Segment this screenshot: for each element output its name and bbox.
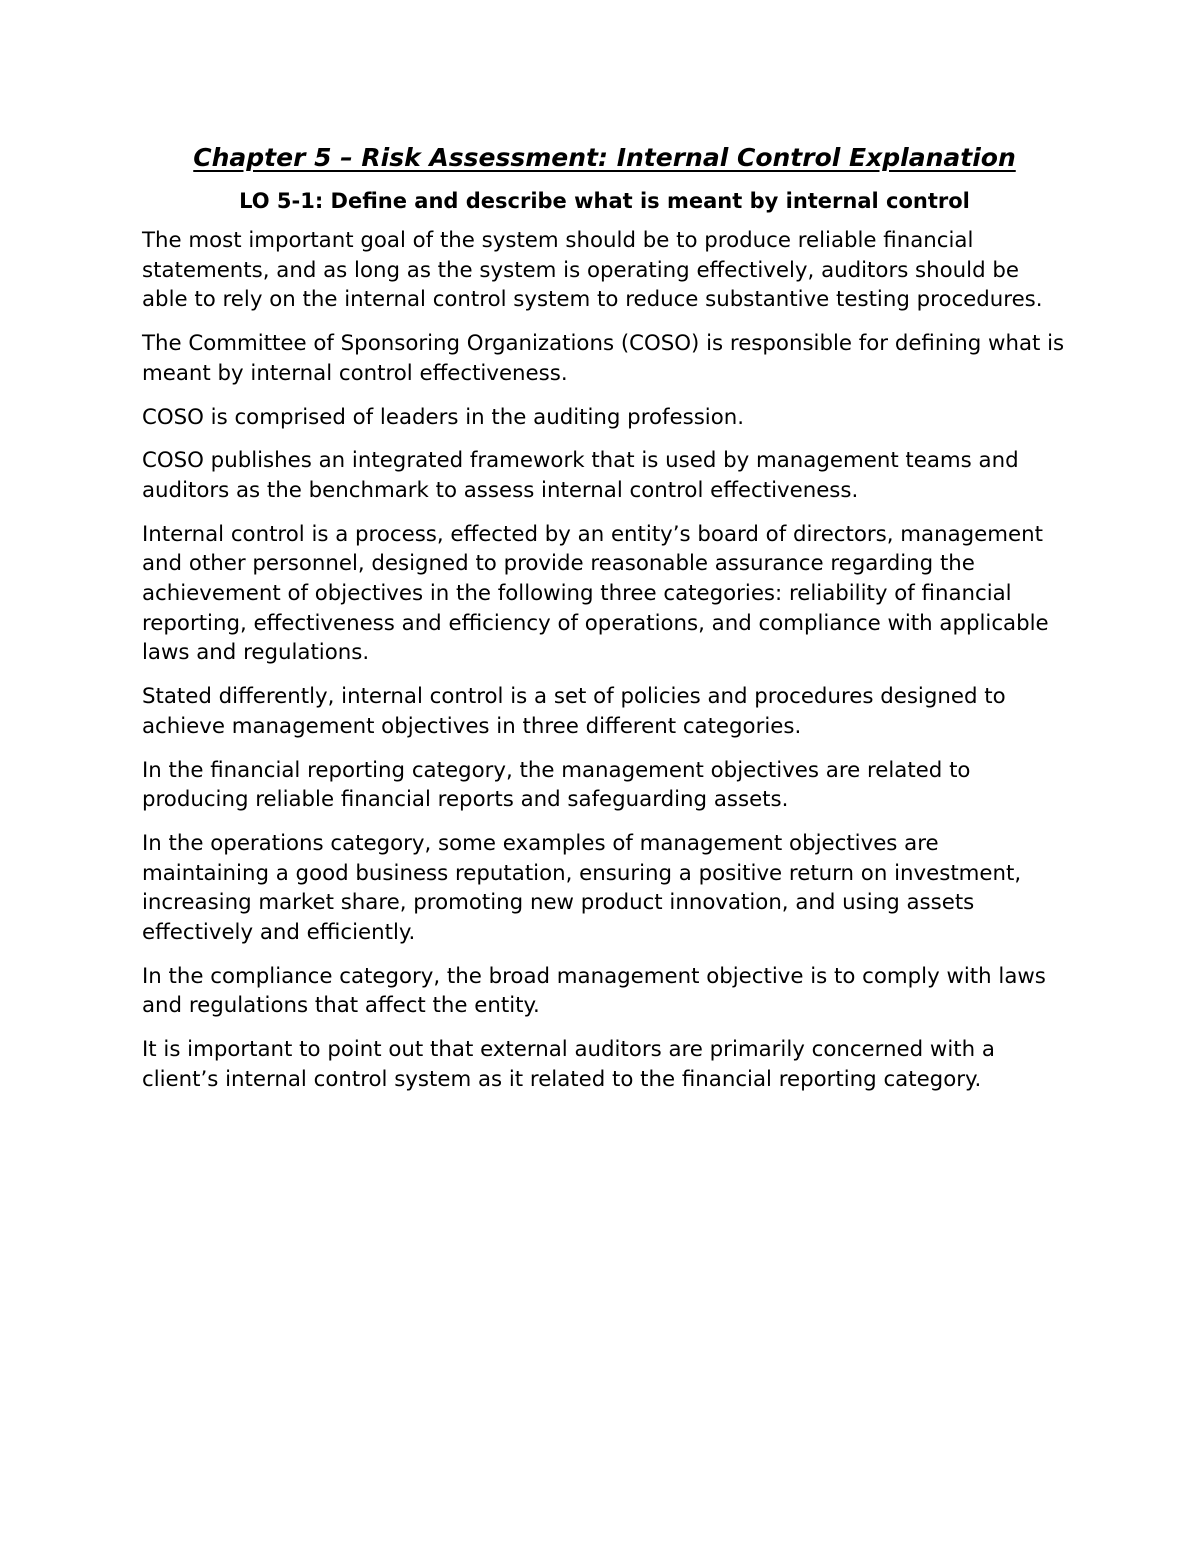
paragraph-5: Internal control is a process, effected by an entity’s board of directors, management and other personnel, designed to provide reasonable assurance regarding the achievement of objectives in the following three categories: reliability of financial reporting, effectiveness and efficiency of operations, and compliance with applicable laws and regulations. <box>142 521 1049 666</box>
chapter-title: Chapter 5 – Risk Assessment: Internal Control Explanation <box>193 143 1016 172</box>
paragraph-9: In the compliance category, the broad management objective is to comply with laws and regulations that affect the entity. <box>142 963 1046 1019</box>
document-content <box>142 140 1067 1109</box>
paragraph-4: COSO publishes an integrated framework that is used by management teams and auditors as the benchmark to assess internal control effectiveness. <box>142 448 1019 503</box>
paragraph-10: It is important to point out that external auditors are primarily concerned with a client’s internal control system as it related to the financial reporting category. <box>142 1037 995 1092</box>
paragraph-6: Stated differently, internal control is a set of policies and procedures designed to achieve management objectives in three different categories. <box>142 684 1006 739</box>
paragraph-8: In the operations category, some examples of management objectives are maintaining a good business reputation, ensuring a positive return on investment, increasing market share, promoting new product innovation, and using assets effectively and efficiently. <box>142 830 1022 946</box>
paragraph-3: COSO is comprised of leaders in the auditing profession. <box>142 404 745 430</box>
paragraph-2: The Committee of Sponsoring Organizations (COSO) is responsible for defining what is meant by internal control effectiveness. <box>142 331 1065 386</box>
paragraph-7: In the financial reporting category, the management objectives are related to producing reliable financial reports and safeguarding assets. <box>142 757 971 813</box>
body-text <box>142 226 1067 1095</box>
paragraph-1: The most important goal of the system should be to produce reliable financial statements, and as long as the system is operating effectively, auditors should be able to rely on the internal control system to reduce substantive testing procedures. <box>142 228 1043 313</box>
learning-objective-heading: LO 5-1: Define and describe what is meant by internal control <box>239 189 970 213</box>
